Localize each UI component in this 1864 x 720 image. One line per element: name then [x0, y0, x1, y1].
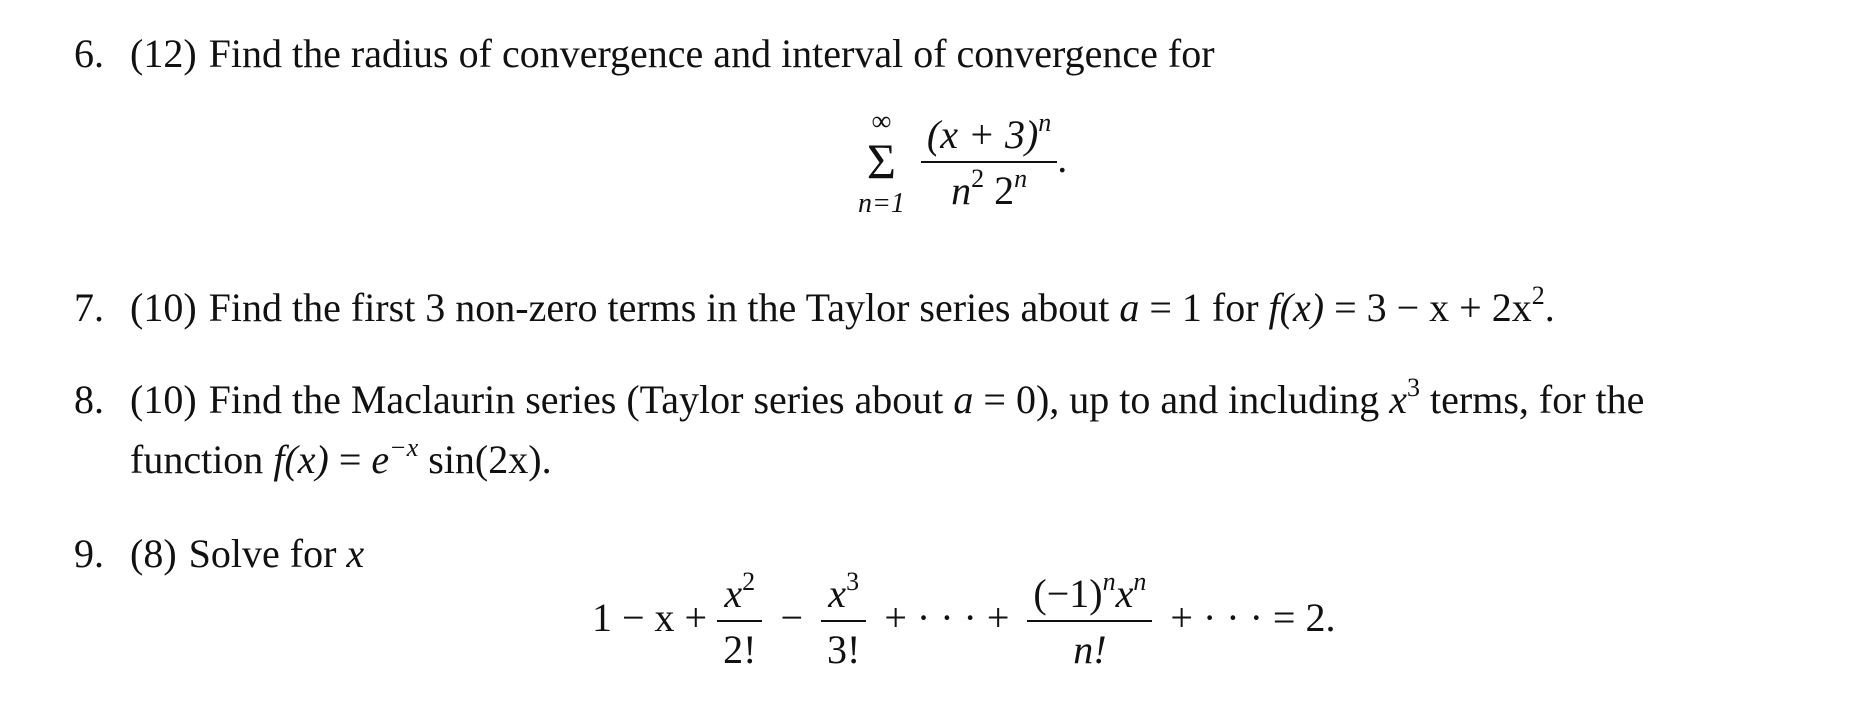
function-name: f(x)	[1268, 285, 1325, 330]
sigma-symbol: Σ	[866, 133, 896, 189]
end-period: .	[541, 437, 552, 482]
equation-tail: + · · · = 2.	[1170, 595, 1336, 641]
problem-points: (10)	[130, 285, 197, 330]
problem-points: (8)	[130, 531, 177, 576]
fraction-x3	[821, 567, 866, 672]
problem-number: 9.	[74, 531, 104, 576]
minus-sign: −	[780, 595, 804, 641]
function-name: f(x)	[273, 437, 329, 482]
denominator-n: n	[951, 168, 972, 213]
fraction-numerator	[822, 567, 865, 620]
rhs-exponent: 2	[1531, 281, 1545, 310]
problem-text: Find the radius of convergence and interval of convergence for	[208, 31, 1215, 76]
denominator-two-exponent: n	[1014, 164, 1028, 193]
series-formula	[858, 108, 1067, 218]
problem-points: (12)	[130, 31, 197, 76]
variable-a: a	[1119, 285, 1140, 330]
numerator-sign-exponent: n	[1102, 567, 1116, 596]
fraction-denominator: 3!	[827, 627, 861, 672]
problem-number: 6.	[74, 31, 104, 76]
equation-formula	[592, 567, 1343, 672]
fraction-numerator	[718, 567, 761, 620]
variable-a: a	[953, 377, 974, 422]
numerator-sign-base: (−1)	[1033, 571, 1103, 616]
sine-term: sin(2x)	[428, 437, 542, 482]
denominator-two: 2	[994, 168, 1015, 213]
numerator-x: x	[1115, 571, 1134, 616]
numerator-exponent: n	[1038, 108, 1052, 137]
problem-8-line-2	[130, 433, 552, 482]
fraction-x2	[717, 567, 762, 672]
x-exponent: 3	[1407, 373, 1421, 402]
problem-points: (10)	[130, 377, 197, 422]
problem-7	[74, 281, 1555, 330]
problem-8	[74, 373, 1645, 422]
denominator-n-exponent: 2	[971, 164, 985, 193]
fraction-numerator	[1027, 567, 1152, 620]
function-word: function	[130, 437, 264, 482]
problem-9	[74, 531, 365, 576]
equation-lead: 1 − x +	[592, 595, 708, 641]
a-value: = 1	[1149, 285, 1202, 330]
e-base: e	[371, 437, 390, 482]
problem-text: Find the Maclaurin series (Taylor series about	[208, 377, 944, 422]
numerator-exponent: 2	[742, 567, 756, 596]
fraction-denominator: n!	[1073, 627, 1107, 672]
numerator-x: x	[724, 571, 743, 616]
variable-x: x	[346, 531, 365, 576]
series-fraction	[921, 108, 1057, 213]
problem-number: 8.	[74, 377, 104, 422]
problem-text: Solve for	[188, 531, 337, 576]
sum-lower-limit: n=1	[858, 188, 905, 219]
end-period: .	[1544, 285, 1555, 330]
numerator-x: x	[828, 571, 847, 616]
numerator-base: (x + 3)	[926, 112, 1039, 157]
fraction-denominator: 2!	[723, 627, 757, 672]
e-exponent: −x	[389, 433, 419, 462]
sum-upper-limit: ∞	[871, 106, 892, 137]
problem-text: Find the first 3 non-zero terms in the Taylor series about	[208, 285, 1110, 330]
variable-x: x	[1389, 377, 1408, 422]
fraction-numerator	[921, 108, 1057, 161]
fraction-denominator	[945, 163, 1033, 211]
a-value: = 0), up to and including	[983, 377, 1380, 422]
numerator-x-exponent: n	[1133, 567, 1147, 596]
function-rhs: = 3 − x + 2x	[1334, 285, 1532, 330]
problem-text-tail: terms, for the	[1430, 377, 1645, 422]
formula-period: .	[1057, 136, 1068, 182]
for-word: for	[1211, 285, 1259, 330]
equals-sign: =	[338, 437, 362, 482]
fraction-general-term	[1027, 567, 1152, 672]
ellipsis-middle: + · · · +	[884, 595, 1010, 641]
numerator-exponent: 3	[846, 567, 860, 596]
summation-operator	[858, 108, 905, 218]
problem-6	[74, 31, 1215, 76]
problem-number: 7.	[74, 285, 104, 330]
